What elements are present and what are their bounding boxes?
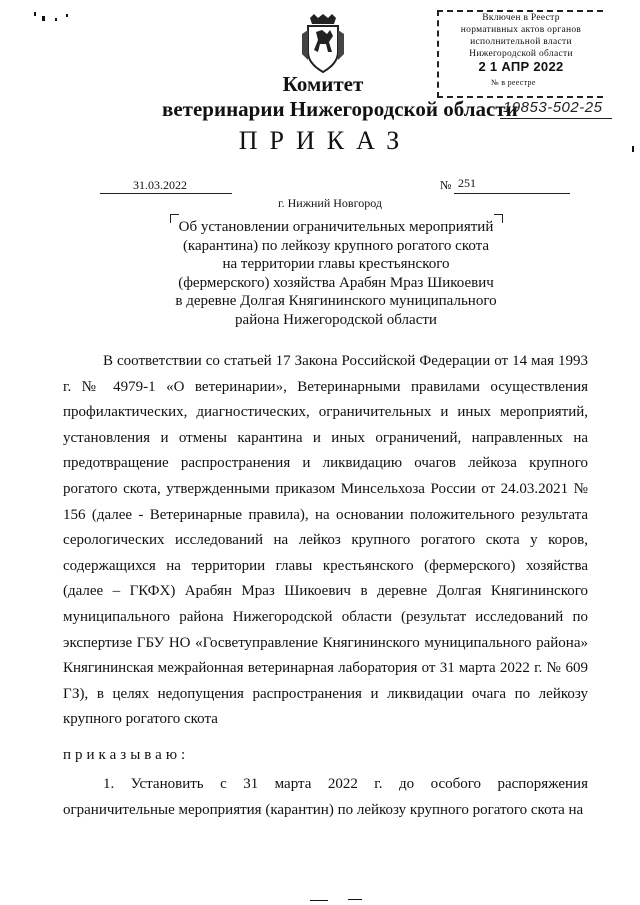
scan-speck: [55, 18, 57, 21]
scan-speck: [66, 14, 68, 17]
scan-speck: [34, 12, 36, 16]
document-date: 31.03.2022: [133, 178, 187, 192]
number-underline: [454, 193, 570, 194]
preamble-paragraph: В соответствии со статьей 17 Закона Российской Федерации от 14 мая 1993 г. № 4979-1 «О ветеринарии», Ветеринарными правилами осуществления профилактических, диагностических, ограничительных и иных мероприятий, установления и отмены карантина и иных ограничений, направленных на предотвращение распространения и ликвидацию очагов лейкоза крупного рогатого скота, утвержденными приказом Минсельхоза России от 24.03.2021 № 156 (далее - Ветеринарные правила), на основании положительного результата серологических исследований на лейкоз крупного рогатого скота у коров, содержащихся на территории главы крестьянского (фермерского) хозяйства (далее – ГКФХ) Арабян Мраз Шикоевич в деревне Долгая Княгининского муниципального района Нижегородской области (результат исследований по экспертизе ГБУ НО «Госветуправление Княгининского муниципального района» Княгининская межрайонная ветеринарная лаборатория от 31 марта 2022 г. № 609 ГЗ), в целях недопущения распространения и ликвидации очага по лейкозу крупного рогатого скота: [63, 353, 588, 728]
scan-speck: [348, 899, 362, 900]
order-word: приказываю:: [63, 747, 190, 763]
stamp-line: Нижегородской области: [469, 49, 573, 59]
date-underline: [100, 193, 232, 194]
coat-of-arms-icon: [300, 14, 346, 74]
stamp-date: 2 1 АПР 2022: [478, 59, 564, 74]
reg-number-underline: [500, 118, 612, 119]
stamp-line: нормативных актов органов: [460, 25, 582, 35]
document-type-title: ПРИКАЗ: [238, 126, 412, 155]
org-name-line1: Комитет: [282, 72, 364, 96]
city-name: г. Нижний Новгород: [278, 196, 382, 210]
stamp-line: Включен в Реестр: [482, 13, 560, 23]
scan-speck: [42, 16, 45, 21]
org-name-line2: ветеринарии Нижегородской области: [162, 97, 518, 121]
order-subject: Об установлении ограничительных мероприятий (карантина) по лейкозу крупного рогатого скота на территории главы крестьянского (фермерского) хозяйства Арабян Мраз Шикоевич в деревне Долгая Княгининского муниципального района Нижегородской области: [175, 219, 497, 328]
scan-speck: [310, 900, 328, 901]
stamp-reg-label: № в реестре: [491, 78, 536, 87]
handwritten-reg-number: 19853-502-25: [503, 99, 603, 116]
order-item-1: 1. Установить с 31 марта 2022 г. до особого распоряжения ограничительные мероприятия (карантин) по лейкозу крупного рогатого скота на: [63, 776, 588, 818]
document-number: 251: [458, 176, 476, 190]
number-label: №: [440, 178, 452, 192]
stamp-line: исполнительной власти: [470, 37, 572, 47]
